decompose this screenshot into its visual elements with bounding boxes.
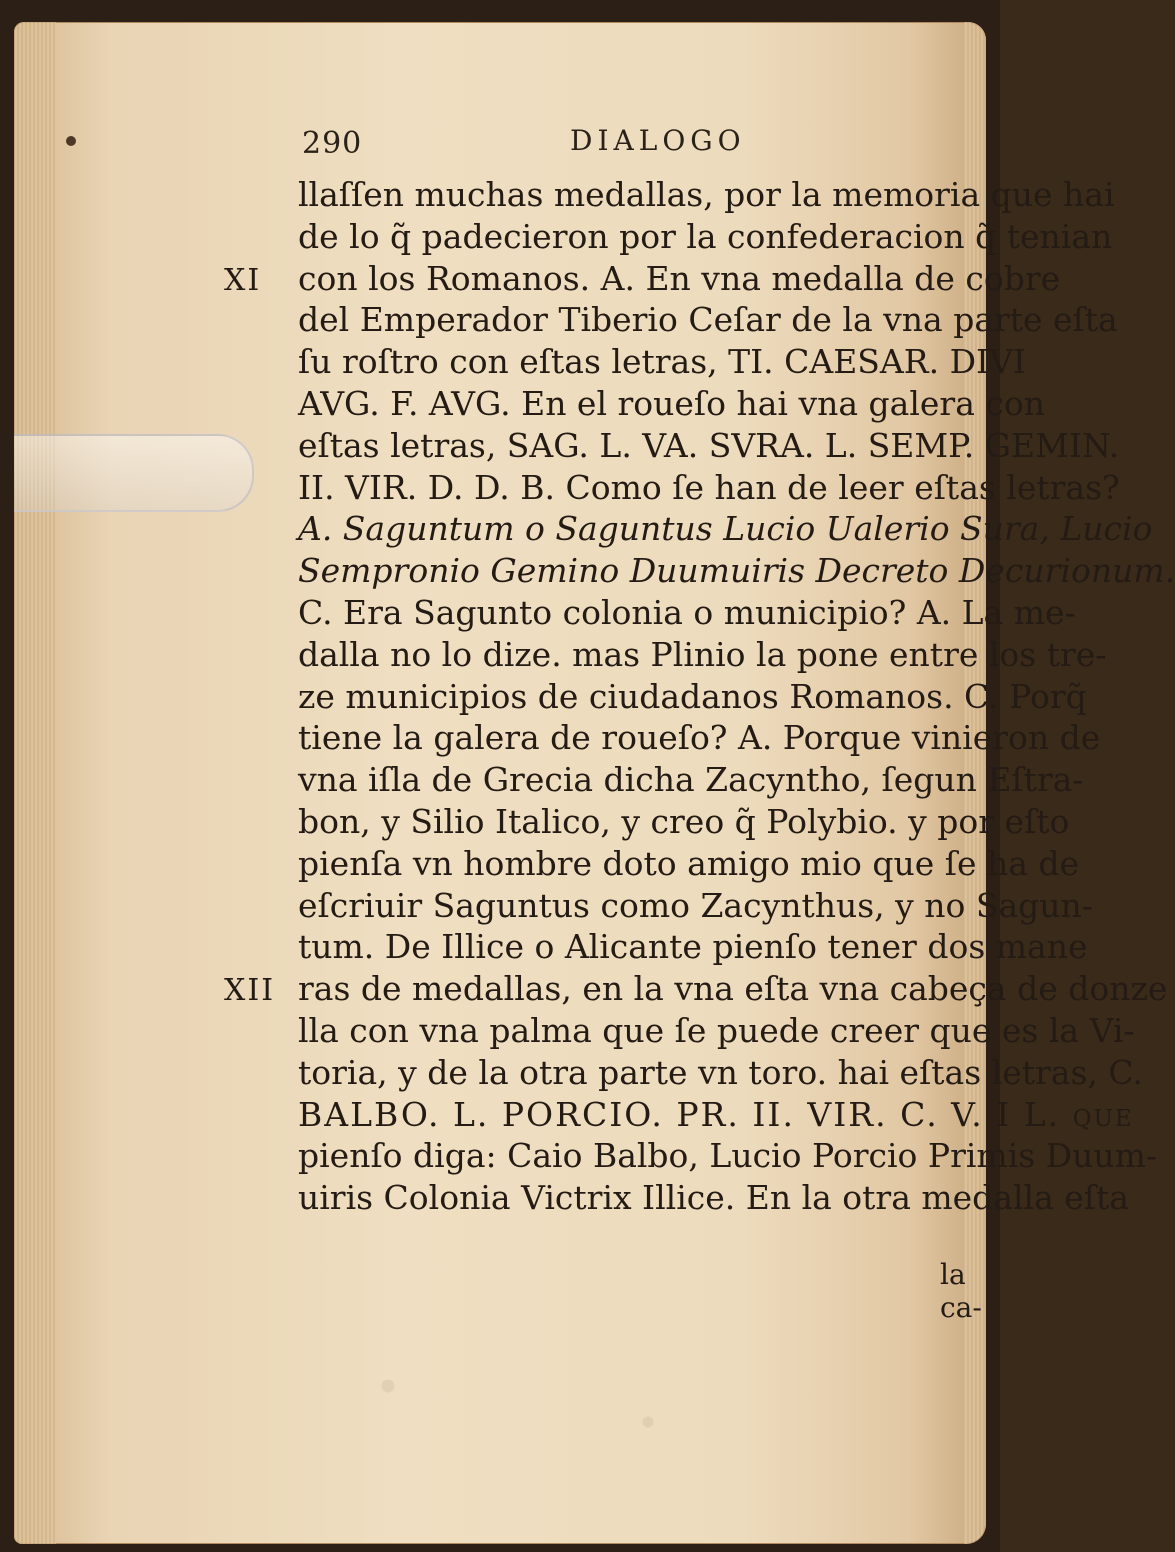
running-head: DIALOGO	[570, 124, 746, 157]
line-text: vna iſla de Grecia dicha Zacyntho, ſegun Eſtra-	[298, 760, 1084, 800]
text-line	[224, 425, 1120, 467]
line-text: dalla no lo dize. mas Plinio la pone entre los tre-	[298, 634, 1107, 674]
page-clip	[14, 434, 254, 512]
text-line	[224, 383, 1045, 425]
text-line	[224, 634, 1107, 676]
text-line	[224, 676, 1087, 718]
line-text: ze municipios de ciudadanos Romanos. C. Porq̃	[298, 676, 1087, 716]
line-text: lla con vna palma que ſe puede creer que es la Vi-	[298, 1010, 1135, 1050]
text-line	[224, 174, 1115, 216]
text-line	[224, 759, 1084, 801]
margin-section-number: XI	[224, 262, 262, 298]
line-text: ſu roſtro con eſtas letras, TI. CAESAR. DIVI	[298, 342, 1026, 382]
line-text: tum. De Illice o Alicante pienſo tener dos mane	[298, 927, 1088, 967]
line-text: bon, y Silio Italico, y creo q̃ Polybio. y por eſto	[298, 801, 1070, 841]
text-line	[224, 592, 1076, 634]
text-line	[224, 1052, 1143, 1094]
page-number: 290	[302, 126, 363, 161]
text-line	[224, 1135, 1158, 1177]
text-line	[224, 1010, 1135, 1052]
text-line	[224, 1177, 1129, 1219]
line-text: tiene la galera de roueſo? A. Porque vinieron de	[298, 718, 1101, 758]
line-text: AVG. F. AVG. En el roueſo hai vna galera con	[298, 383, 1045, 423]
text-line	[224, 717, 1101, 759]
line-text: eſcriuir Saguntus como Zacynthus, y no Sagun-	[298, 885, 1093, 925]
line-text: A. Saguntum o Saguntus Lucio Ualerio Sura, Lucio	[298, 509, 1153, 549]
page-sheet	[14, 22, 1175, 1544]
text-line	[224, 216, 1113, 258]
text-line	[224, 968, 1168, 1010]
text-line	[224, 843, 1080, 885]
line-text: BALBO. L. PORCIO. PR. II. VIR. C. V. I L. que	[298, 1094, 1134, 1134]
text-line	[224, 508, 1153, 550]
catchword: la ca-	[940, 1258, 982, 1324]
line-text: de lo q̃ padecieron por la confederacion q̃ tenian	[298, 216, 1113, 256]
text-line	[224, 1094, 1134, 1136]
text-line	[224, 258, 1061, 300]
line-text: Sempronio Gemino Duumuiris Decreto Decurionum.	[298, 551, 1175, 591]
margin-section-number: XII	[224, 973, 276, 1009]
line-text: uiris Colonia Victrix Illice. En la otra medalla eſta	[298, 1178, 1129, 1218]
line-text: pienſa vn hombre doto amigo mio que ſe ha de	[298, 843, 1080, 883]
line-text: toria, y de la otra parte vn toro. hai eſtas letras, C.	[298, 1052, 1143, 1092]
ink-spot	[66, 136, 76, 146]
line-text: C. Era Sagunto colonia o municipio? A. La me-	[298, 592, 1076, 632]
line-text: eſtas letras, SAG. L. VA. SVRA. L. SEMP. GEMIN.	[298, 425, 1120, 465]
line-text: II. VIR. D. D. B. Como ſe han de leer eſtas letras?	[298, 467, 1120, 507]
line-text: ras de medallas, en la vna eſta vna cabeça de donze	[298, 969, 1168, 1009]
body-text	[224, 174, 1175, 1219]
line-text: del Emperador Tiberio Ceſar de la vna parte eſta	[298, 300, 1118, 340]
line-text: pienſo diga: Caio Balbo, Lucio Porcio Primis Duum-	[298, 1136, 1158, 1176]
text-line	[224, 341, 1026, 383]
text-line	[224, 550, 1175, 592]
page-header	[302, 126, 822, 166]
text-line	[224, 926, 1088, 968]
text-line	[224, 467, 1120, 509]
line-text: con los Romanos. A. En vna medalla de cobre	[298, 258, 1061, 298]
text-line	[224, 801, 1070, 843]
line-text: llaſſen muchas medallas, por la memoria que hai	[298, 175, 1115, 214]
left-page-edges	[14, 22, 56, 1544]
text-line	[224, 885, 1093, 927]
text-line	[224, 299, 1118, 341]
show-through-stains	[284, 1314, 804, 1494]
